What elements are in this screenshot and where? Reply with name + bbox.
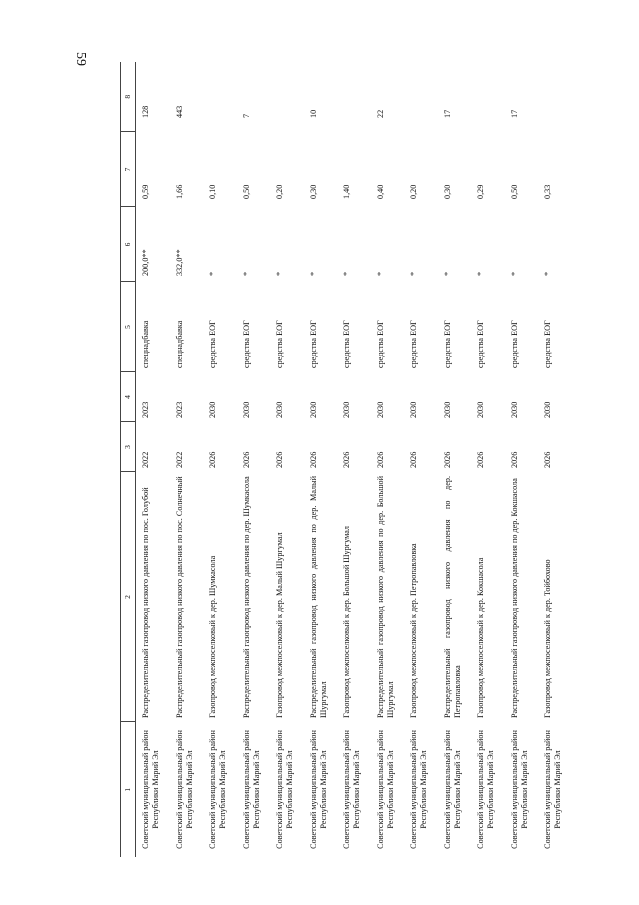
table-cell-col8 <box>270 62 304 132</box>
table-cell-col7: 0,50 <box>241 184 251 199</box>
column-header-2: 2 <box>121 472 136 722</box>
table-cell-col2: Газопровод межпоселковый к дер. Малый Шургумал <box>275 532 284 718</box>
table-cell-col3: 2026 <box>509 451 519 468</box>
table-cell-col6: * <box>241 271 251 276</box>
table-cell-col2: Распределительный газопровод низкого давления по пос. Солнечный <box>174 476 184 718</box>
table-cell-col2: Газопровод межпоселковый к дер. Шумкасола <box>208 555 217 718</box>
table-cell-col2: Газопровод межпоселковый к дер. Кокшасола <box>476 557 485 718</box>
table-cell-col2: Распределительный газопровод низкого давления по пос. Голубой <box>141 487 150 718</box>
table-cell-col4: 2030 <box>208 401 217 418</box>
table-cell-col4: 2030 <box>275 401 284 418</box>
table-row <box>136 62 170 857</box>
table-row <box>270 62 304 857</box>
table-cell-col7: 0,29 <box>476 184 485 199</box>
table-cell-col3: 2022 <box>174 451 184 468</box>
table-cell-col6: * <box>409 271 418 276</box>
table-cell-col6: * <box>208 271 217 276</box>
table-cell-col5: средства ЕОГ <box>375 320 385 368</box>
table-row <box>404 62 438 857</box>
table-cell-col7: 0,20 <box>409 184 418 199</box>
table-row <box>438 62 472 857</box>
table-cell-col3: 2026 <box>342 451 351 468</box>
rotated-table-container <box>120 62 563 857</box>
table-cell-col1: Советский муниципальный район Республики Марий Эл <box>476 730 496 849</box>
table-cell-col5: средства ЕОГ <box>442 320 452 368</box>
table-cell-col6: * <box>308 271 318 276</box>
table-cell-col6: * <box>342 271 351 276</box>
table-cell-col6: * <box>375 271 385 276</box>
column-header-6: 6 <box>121 207 136 282</box>
table-cell-col6: * <box>476 271 485 276</box>
column-header-8: 8 <box>121 62 136 132</box>
table-cell-col3: 2026 <box>308 451 318 468</box>
column-header-5: 5 <box>121 282 136 372</box>
table-cell-col3: 2026 <box>543 451 552 468</box>
table-body <box>136 62 572 857</box>
table-row <box>371 62 405 857</box>
table-row <box>471 62 505 857</box>
table-cell-col3: 2026 <box>208 451 217 468</box>
table-cell-col7: 0,50 <box>509 184 519 199</box>
table-cell-col5: средства ЕОГ <box>409 320 418 368</box>
table-cell-col1: Советский муниципальный район Республики Марий Эл <box>409 730 429 849</box>
table-cell-col4: 2030 <box>442 401 452 418</box>
table-cell-col8 <box>471 62 505 132</box>
table-cell-col1: Советский муниципальный район Республики Марий Эл <box>375 730 395 849</box>
table-cell-col4: 2023 <box>141 401 150 418</box>
table-cell-col2: Распределительный газопровод низкого давления по дер. Шумкасола <box>241 476 251 718</box>
table-row <box>237 62 271 857</box>
table-cell-col1: Советский муниципальный район Республики Марий Эл <box>342 730 362 849</box>
table-cell-col7: 0,30 <box>308 184 318 199</box>
table-cell-col1: Советский муниципальный район Республики Марий Эл <box>509 730 529 849</box>
table-cell-col5: средства ЕОГ <box>308 320 318 368</box>
table-header-row <box>121 62 136 857</box>
table-cell-col7: 1,66 <box>174 184 184 199</box>
table-cell-col1: Советский муниципальный район Республики Марий Эл <box>141 730 161 849</box>
table-cell-col8 <box>337 62 371 132</box>
table-cell-col2: Газопровод межпоселковый к дер. Тойбохово <box>543 559 552 718</box>
table-cell-col4: 2030 <box>342 401 351 418</box>
table-cell-col6: * <box>442 271 452 276</box>
table-cell-col3: 2022 <box>141 451 150 468</box>
table-cell-col1: Советский муниципальный район Республики Марий Эл <box>208 730 228 849</box>
table-cell-col2: Распределительный газопровод низкого давления по дер. Малый Шургумал <box>308 476 328 718</box>
table-cell-col2: Распределительный газопровод низкого давления по дер. Кокшасола <box>509 478 519 718</box>
table-cell-col4: 2030 <box>543 401 552 418</box>
table-cell-col5: спецнадбавка <box>141 320 150 368</box>
table-cell-col5: средства ЕОГ <box>241 320 251 368</box>
table-cell-col8: 443 <box>174 105 184 118</box>
table-cell-col4: 2023 <box>174 401 184 418</box>
table-cell-col1: Советский муниципальный район Республики Марий Эл <box>308 730 328 849</box>
table-cell-col3: 2026 <box>476 451 485 468</box>
table-cell-col2: Распределительный газопровод низкого давления по дер. Петропавловка <box>442 476 462 718</box>
table-cell-col7: 0,30 <box>442 184 452 199</box>
table-cell-col7: 0,59 <box>141 184 150 199</box>
table-row <box>337 62 371 857</box>
table-cell-col1: Советский муниципальный район Республики Марий Эл <box>543 730 563 849</box>
table-cell-col4: 2030 <box>409 401 418 418</box>
gas-pipeline-table <box>120 62 572 857</box>
table-cell-col5: средства ЕОГ <box>275 320 284 368</box>
table-cell-col5: спецнадбавка <box>174 320 184 368</box>
table-cell-col8 <box>538 62 572 132</box>
table-cell-col2: Газопровод межпоселковый к дер. Большой Шургумал <box>342 525 351 718</box>
table-cell-col4: 2030 <box>375 401 385 418</box>
table-cell-col6: * <box>509 271 519 276</box>
column-header-7: 7 <box>121 132 136 207</box>
page-number: 59 <box>73 52 88 66</box>
table-cell-col6: * <box>275 271 284 276</box>
table-cell-col5: средства ЕОГ <box>543 320 552 368</box>
table-cell-col8: 17 <box>442 109 452 118</box>
table-cell-col5: средства ЕОГ <box>509 320 519 368</box>
table-cell-col7: 0,40 <box>375 184 385 199</box>
table-cell-col8: 22 <box>375 109 385 118</box>
table-cell-col2: Газопровод межпоселковый к дер. Петропавловка <box>409 543 418 718</box>
table-cell-col4: 2030 <box>509 401 519 418</box>
table-cell-col1: Советский муниципальный район Республики Марий Эл <box>241 730 261 849</box>
table-cell-col6: 200,0** <box>141 249 150 276</box>
table-cell-col7: 0,20 <box>275 184 284 199</box>
table-cell-col8 <box>404 62 438 132</box>
table-cell-col3: 2026 <box>275 451 284 468</box>
table-row <box>203 62 237 857</box>
table-cell-col5: средства ЕОГ <box>342 320 351 368</box>
table-cell-col7: 0,33 <box>543 184 552 199</box>
table-row <box>170 62 204 857</box>
table-cell-col7: 0,10 <box>208 184 217 199</box>
table-cell-col3: 2026 <box>442 451 452 468</box>
table-cell-col4: 2030 <box>241 401 251 418</box>
table-cell-col3: 2026 <box>409 451 418 468</box>
table-cell-col8: 17 <box>509 109 519 118</box>
table-row <box>538 62 572 857</box>
column-header-3: 3 <box>121 422 136 472</box>
table-cell-col1: Советский муниципальный район Республики Марий Эл <box>275 730 295 849</box>
table-cell-col1: Советский муниципальный район Республики Марий Эл <box>442 730 462 849</box>
table-cell-col6: * <box>543 271 552 276</box>
table-cell-col5: средства ЕОГ <box>208 320 217 368</box>
table-cell-col4: 2030 <box>308 401 318 418</box>
table-cell-col1: Советский муниципальный район Республики Марий Эл <box>174 730 194 849</box>
table-cell-col3: 2026 <box>375 451 385 468</box>
table-row <box>304 62 338 857</box>
column-header-1: 1 <box>121 722 136 857</box>
column-header-4: 4 <box>121 372 136 422</box>
table-cell-col7: 1,40 <box>342 184 351 199</box>
table-cell-col5: средства ЕОГ <box>476 320 485 368</box>
table-cell-col8 <box>203 62 237 132</box>
table-cell-col6: 332,0** <box>174 249 184 276</box>
table-cell-col2: Распределительный газопровод низкого давления по дер. Большой Шургумал <box>375 476 395 718</box>
table-row <box>505 62 539 857</box>
table-cell-col3: 2026 <box>241 451 251 468</box>
table-cell-col8: 128 <box>141 105 150 118</box>
table-cell-col4: 2030 <box>476 401 485 418</box>
table-cell-col8: 10 <box>308 109 318 118</box>
table-cell-col8: 7 <box>241 113 251 118</box>
